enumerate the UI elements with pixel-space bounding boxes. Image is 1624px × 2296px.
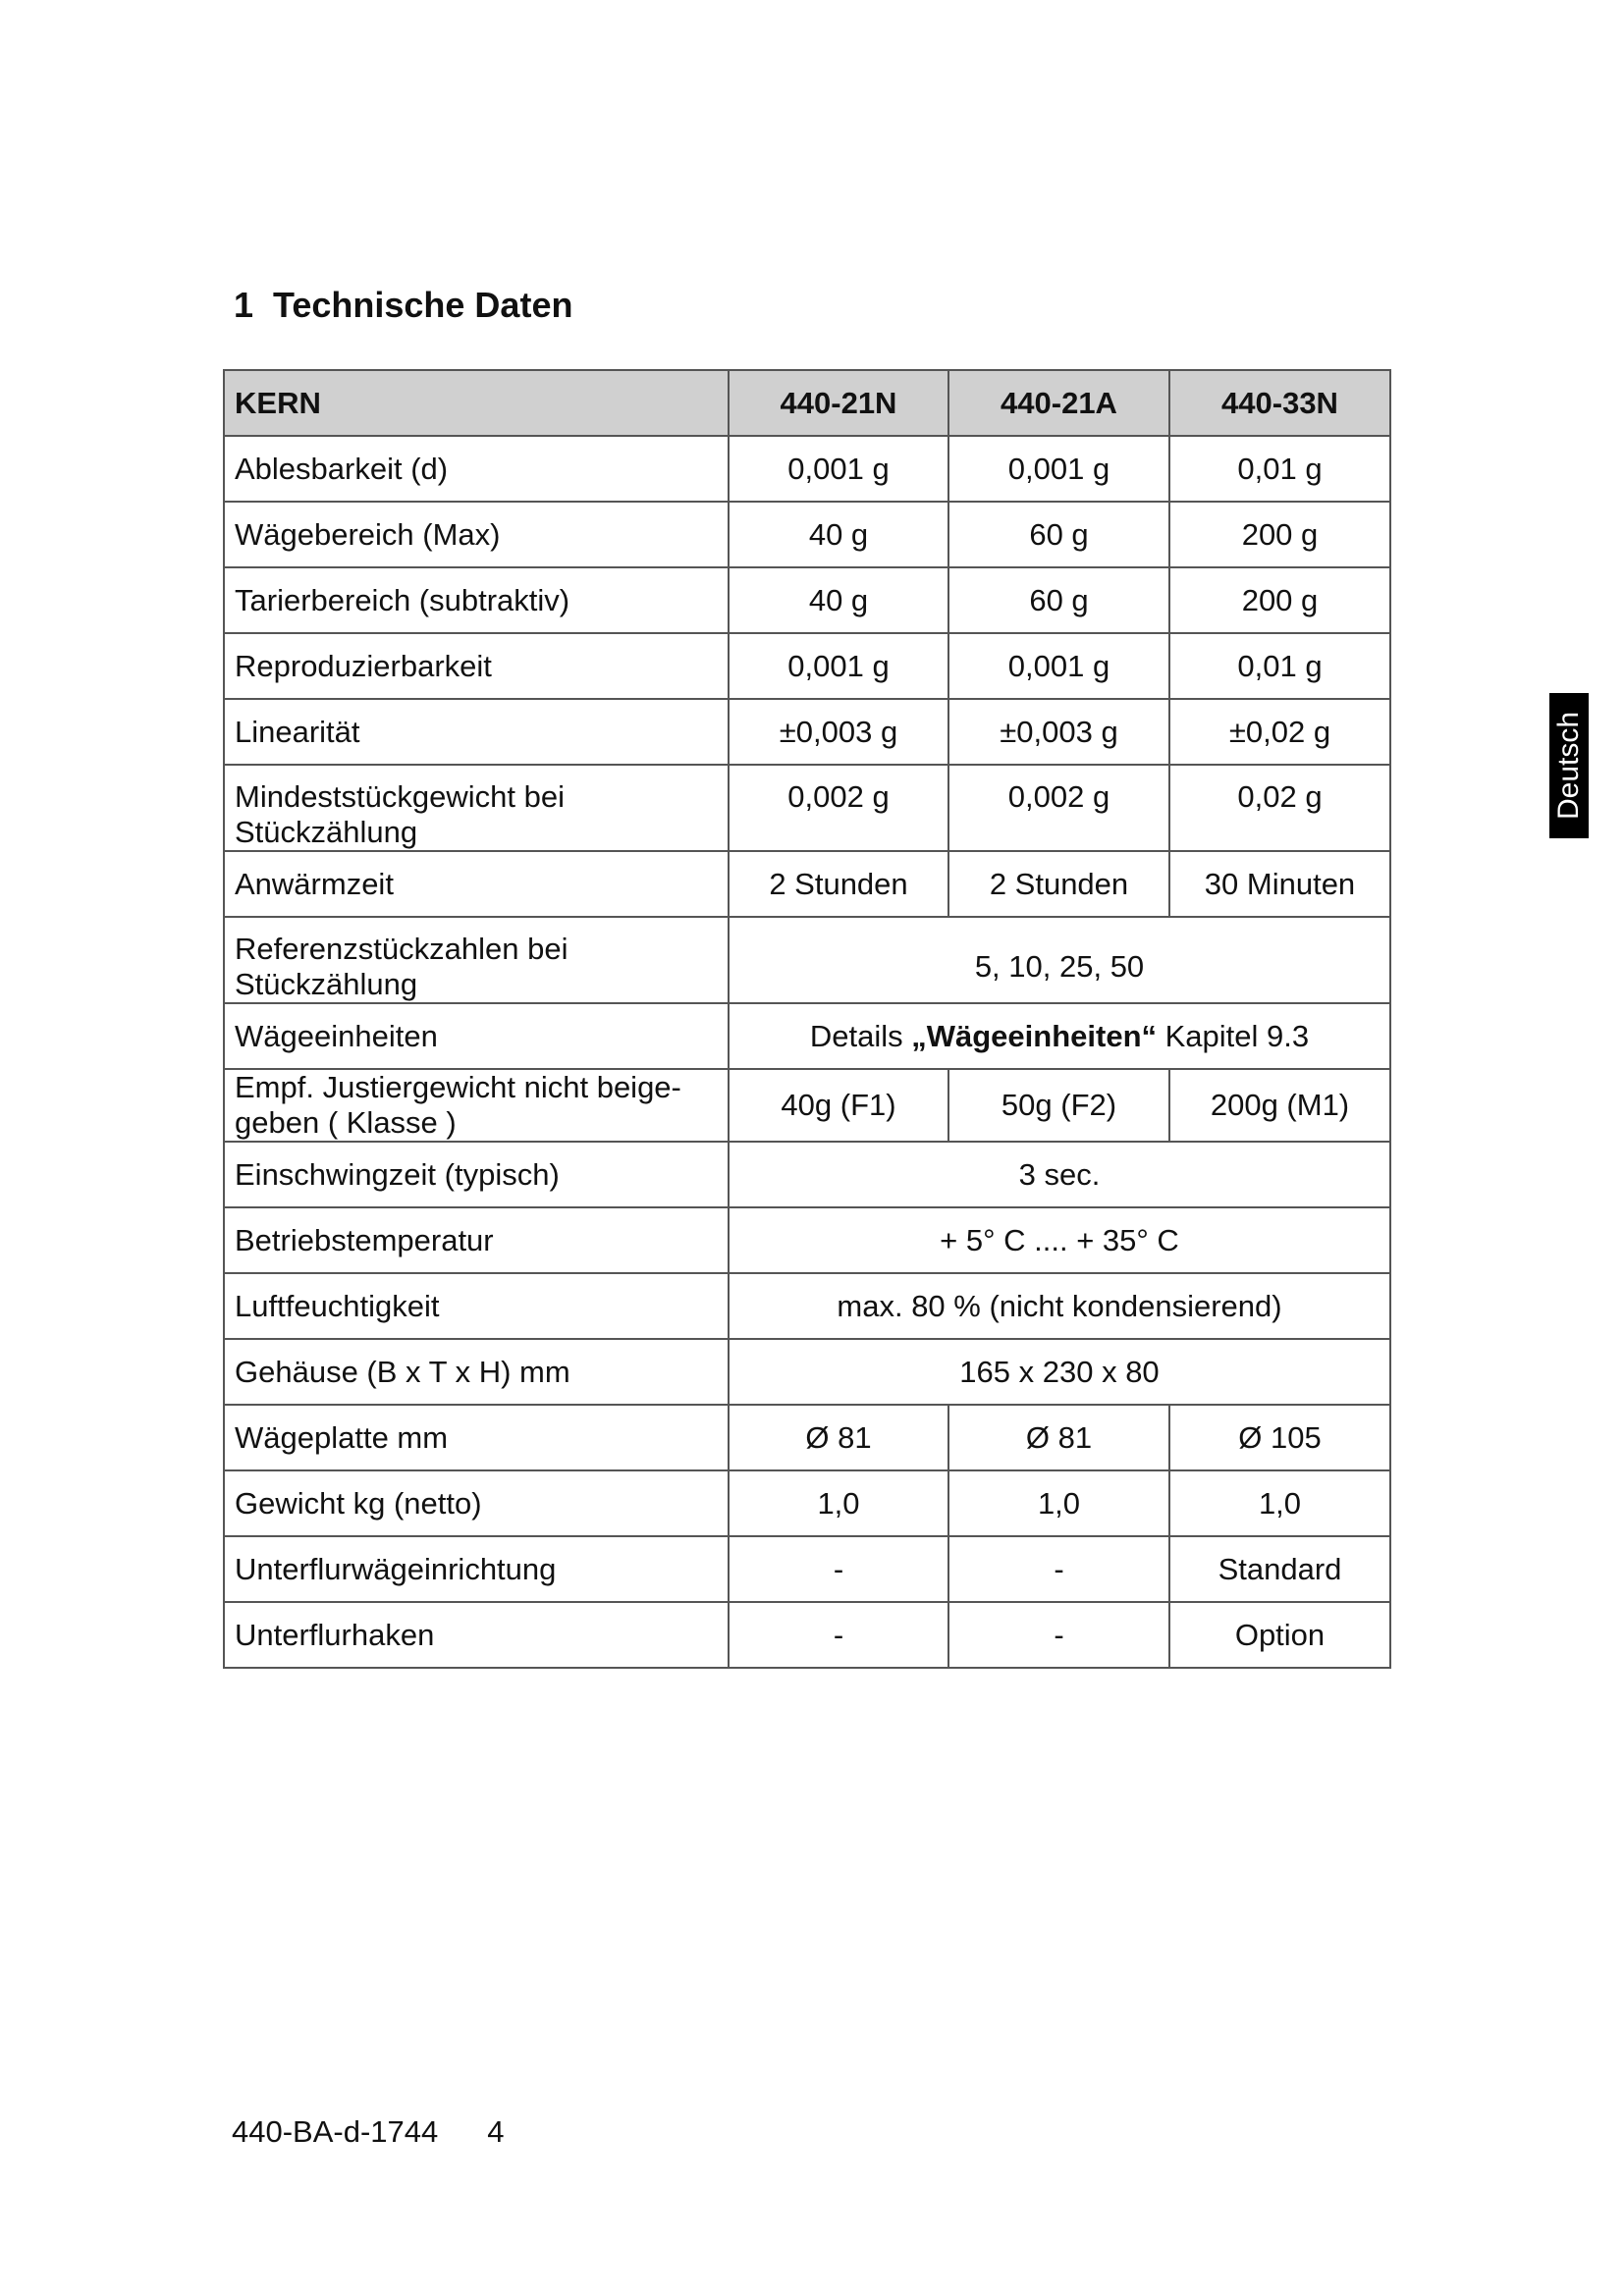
table-row (224, 502, 1390, 567)
row-label: Ablesbarkeit (d) (224, 436, 729, 502)
table-row (224, 1273, 1390, 1339)
cell-value: 50g (F2) (948, 1069, 1169, 1142)
cell-value: ±0,003 g (948, 699, 1169, 765)
cell-value: 0,001 g (729, 633, 948, 699)
cell-value: 40 g (729, 502, 948, 567)
table-row (224, 1536, 1390, 1602)
section-title: Technische Daten (273, 285, 573, 325)
cell-value: 200g (M1) (1169, 1069, 1390, 1142)
cell-value: - (948, 1602, 1169, 1668)
row-label: Gewicht kg (netto) (224, 1470, 729, 1536)
cell-value-merged: 5, 10, 25, 50 (729, 917, 1390, 1003)
cell-value: 0,001 g (948, 436, 1169, 502)
header-model: 440-21N (729, 370, 948, 436)
cell-value: 0,01 g (1169, 436, 1390, 502)
cell-value: - (729, 1602, 948, 1668)
cell-value: 0,002 g (948, 765, 1169, 851)
cell-value: 1,0 (729, 1470, 948, 1536)
row-label: Unterflurhaken (224, 1602, 729, 1668)
row-label: Einschwingzeit (typisch) (224, 1142, 729, 1207)
section-number: 1 (234, 285, 254, 325)
row-label: Gehäuse (B x T x H) mm (224, 1339, 729, 1405)
cell-value-merged: + 5° C .... + 35° C (729, 1207, 1390, 1273)
cell-value-merged (729, 1003, 1390, 1069)
row-label (224, 765, 729, 851)
cell-value: - (729, 1536, 948, 1602)
cell-value: ±0,003 g (729, 699, 948, 765)
value-prefix: Details (809, 1018, 912, 1053)
cell-value: 40g (F1) (729, 1069, 948, 1142)
cell-value: 0,001 g (948, 633, 1169, 699)
cell-value: 30 Minuten (1169, 851, 1390, 917)
table-row (224, 1470, 1390, 1536)
cell-value: Standard (1169, 1536, 1390, 1602)
row-label-line: Stückzählung (235, 967, 418, 1001)
row-label: Unterflurwägeinrichtung (224, 1536, 729, 1602)
cell-value: 60 g (948, 567, 1169, 633)
cell-value: - (948, 1536, 1169, 1602)
row-label: Anwärmzeit (224, 851, 729, 917)
cell-value: Ø 105 (1169, 1405, 1390, 1470)
spec-table (223, 369, 1391, 1669)
table-row (224, 1602, 1390, 1668)
table-row (224, 1339, 1390, 1405)
row-label: Wägebereich (Max) (224, 502, 729, 567)
table-row (224, 699, 1390, 765)
table-row (224, 1405, 1390, 1470)
row-label: Tarierbereich (subtraktiv) (224, 567, 729, 633)
language-tab-label: Deutsch (1552, 711, 1585, 821)
row-label (224, 917, 729, 1003)
cell-value: 2 Stunden (948, 851, 1169, 917)
row-label-line: Referenzstückzahlen bei (235, 932, 568, 966)
page-number: 4 (487, 2114, 505, 2149)
table-row (224, 436, 1390, 502)
row-label-line: Stückzählung (235, 815, 418, 849)
row-label: Reproduzierbarkeit (224, 633, 729, 699)
cell-value: ±0,02 g (1169, 699, 1390, 765)
cell-value-merged: max. 80 % (nicht kondensierend) (729, 1273, 1390, 1339)
language-tab (1549, 693, 1589, 838)
row-label: Luftfeuchtigkeit (224, 1273, 729, 1339)
table-row (224, 1207, 1390, 1273)
cell-value: 2 Stunden (729, 851, 948, 917)
header-model: 440-33N (1169, 370, 1390, 436)
table-row (224, 567, 1390, 633)
row-label: Wägeplatte mm (224, 1405, 729, 1470)
row-label-line: geben ( Klasse ) (235, 1105, 457, 1140)
cell-value-merged: 165 x 230 x 80 (729, 1339, 1390, 1405)
cell-value: Ø 81 (948, 1405, 1169, 1470)
table-row (224, 851, 1390, 917)
row-label-line: Empf. Justiergewicht nicht beige- (235, 1070, 681, 1104)
value-suffix: Kapitel 9.3 (1157, 1018, 1310, 1053)
table-row (224, 765, 1390, 851)
table-row (224, 1069, 1390, 1142)
cell-value: 0,002 g (729, 765, 948, 851)
row-label-line: Mindeststückgewicht bei (235, 779, 565, 814)
cell-value: 40 g (729, 567, 948, 633)
row-label: Wägeeinheiten (224, 1003, 729, 1069)
cell-value: 0,02 g (1169, 765, 1390, 851)
table-row (224, 633, 1390, 699)
table-row (224, 1003, 1390, 1069)
table-header-row (224, 370, 1390, 436)
cell-value: 200 g (1169, 502, 1390, 567)
cell-value: 200 g (1169, 567, 1390, 633)
cell-value: Option (1169, 1602, 1390, 1668)
value-emphasis: „Wägeeinheiten“ (911, 1018, 1158, 1053)
header-model: 440-21A (948, 370, 1169, 436)
row-label: Linearität (224, 699, 729, 765)
table-row (224, 917, 1390, 1003)
cell-value: Ø 81 (729, 1405, 948, 1470)
cell-value: 0,01 g (1169, 633, 1390, 699)
cell-value: 0,001 g (729, 436, 948, 502)
table-row (224, 1142, 1390, 1207)
document-id: 440-BA-d-1744 (232, 2114, 439, 2149)
cell-value: 1,0 (948, 1470, 1169, 1536)
header-brand: KERN (224, 370, 729, 436)
row-label (224, 1069, 729, 1142)
row-label: Betriebstemperatur (224, 1207, 729, 1273)
section-heading (234, 285, 572, 326)
cell-value-merged: 3 sec. (729, 1142, 1390, 1207)
page-footer (232, 2114, 505, 2150)
cell-value: 60 g (948, 502, 1169, 567)
cell-value: 1,0 (1169, 1470, 1390, 1536)
